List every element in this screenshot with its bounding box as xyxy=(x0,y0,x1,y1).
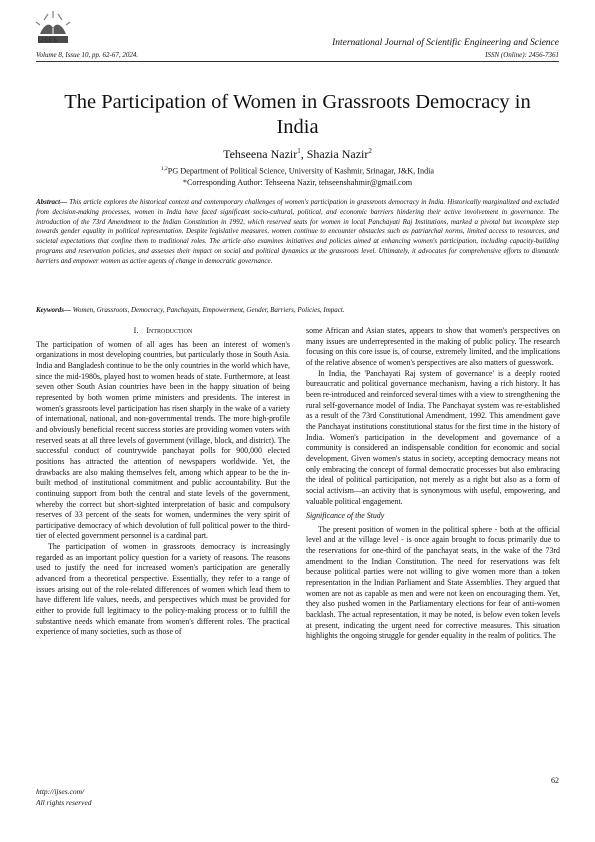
affiliation-sup: 1,2 xyxy=(160,166,168,172)
paragraph: The participation of women of all ages has been an interest of women's organizations in most developing countries, but particularly those in South Asia. India and Bangladesh continue to be the only countries in the world which have, since the mid-1980s, played host to women heads of state. Furthermore, at least seven other South Asian countries have been in the happy situation of being represented by both women prime ministers and presidents. The interest in women's grassroots level participation has risen sharply in the wake of a variety of international, national, and non-governmental trends. The more high-profile and obviously beneficial recent success stories are providing women voters with reserved seats at all three levels of government (village, block, and district). The successful conduct of countrywide panchayat polls for 900,000 elected positions has attracted the attention of newspapers worldwide. Yet, the drawbacks are also making themselves felt, among which appear to be the in-built method of institutional commitment and public accountability. But the continuing support from both the central and state levels of the government, whereby the correct but short-sighted interpretation of basic and compulsory reserves of 33 percent of the seats for women, undermines the very spirit of participative democracy of which devolution of full political power to the third-tier of elected government personnel is a cardinal part. xyxy=(36,339,290,541)
section-heading-introduction xyxy=(36,326,290,337)
footer-url[interactable]: http://ijses.com/ xyxy=(36,787,85,796)
abstract-label: Abstract— xyxy=(36,198,68,206)
corresponding-author: *Corresponding Author: Tehseena Nazir, tehseenshahmir@gmail.com xyxy=(182,177,413,187)
page-number: 62 xyxy=(551,776,559,785)
subsection-heading: Significance of the Study xyxy=(306,511,385,521)
author-1-sup: 1 xyxy=(297,147,301,155)
affiliation-block xyxy=(0,164,595,188)
right-column xyxy=(306,326,560,642)
paragraph: The present position of women in the political sphere - both at the official level and at the village level - is once again brought to focus primarily due to the reservations for one-third of the panchayat seats, in the wake of the 73rd amendment to the Indian Constitution. The need for reservations was felt because political parties were not willing to give women more than a token representation in the Indian Parliament and State Assemblies. They argued that women are not as capable as men and were not keen on encouraging them. Yet, they also pushed women in the Parliamentary elections for fear of anti-women backlash. The actual representation, it may be noted, is below even token levels at present, indicating the urgent need for corrective measures. This situation highlights the ongoing struggle for gender equality in the realm of politics. The xyxy=(306,524,560,641)
author-2-sup: 2 xyxy=(368,147,372,155)
footer-rights: All rights reserved xyxy=(36,798,92,807)
keywords-text: Women, Grassroots, Democracy, Panchayats, Empowerment, Gender, Barriers, Policies, Impact. xyxy=(71,306,345,314)
keywords-label: Keywords— xyxy=(36,306,71,314)
paragraph: some African and Asian states, appears to show that women's perspectives on many issues are underrepresented in the making of public policy. The research focusing on this core issue is, of course, extremely limited, and the implications of the relative absence of women's perspectives are also matters of guesswork. xyxy=(306,326,560,367)
author-line xyxy=(0,147,595,162)
left-column xyxy=(36,326,290,638)
journal-logo-text: IJSES xyxy=(38,38,58,44)
affiliation-text: PG Department of Political Science, University of Kashmir, Srinagar, J&K, India xyxy=(167,166,435,176)
section-title: Introduction xyxy=(146,326,193,335)
keywords xyxy=(36,306,559,314)
author-2: Shazia Nazir xyxy=(306,147,369,161)
paragraph: The participation of women in grassroots democracy is increasingly regarded as an important policy question for a variety of reasons. The reasons used to justify the need for increased women's participation are generally advanced from a theoretical perspective. Essentially, they refer to a range of issues arising out of the role-related differences of women which lead them to have different life values, needs, and perspectives which must be provided for either to provide full legitimacy to the policy-making process or to fulfill the substantive needs which emanate from women's different roles. The practical experience of many societies, such as those of xyxy=(36,542,290,637)
abstract-text: This article explores the historical context and contemporary challenges of women's participation in grassroots democracy in India. Historically marginalized and excluded from decision-making processes, women in India have faced significant socio-cultural, political, and economic barriers hindering their active involvement in governance. The introduction of the 73rd Amendment to the Indian Constitution in 1992, which reserved seats for women in local Panchayati Raj Institutions, marked a pivotal but incomplete step towards gender equality in political representation. Despite legislative measures, women continue to encounter obstacles such as patriarchal norms, limited access to resources, and societal expectations that confine them to traditional roles. The article also examines initiatives and policies aimed at enhancing women's participation, including capacity-building programs and reservation policies, and assesses their impact on social and political dynamics at the grassroots level. Ultimately, it advocates for comprehensive efforts to dismantle barriers and empower women as active agents of change in democratic governance. xyxy=(36,198,559,265)
author-separator: , xyxy=(300,147,307,161)
paper-title: The Participation of Women in Grassroots Democracy in India xyxy=(64,91,531,138)
volume-issue-line: Volume 8, Issue 10, pp. 62-67, 2024. xyxy=(36,51,139,59)
author-1: Tehseena Nazir xyxy=(223,147,298,161)
paragraph: In India, the 'Panchayati Raj system of governance' is a deeply rooted bureaucratic and political governance mechanism, having a rich history. It has been re-introduced and reinforced several times with a view to strengthening the rural self-governance model of India. The Panchayat system was re-established as a result of the 73rd Constitutional Amendment, 1992. This amendment gave the Panchayat institutions constitutional status for the first time in the history of India. Women's participation in the development and governance of a community is considered an indispensable condition for economic and social development. Given women's status in society, accepting democracy means not only embracing the concept of formal democratic processes but also embracing the ideal of political participation, not merely as a right but also as a form of social activism—an activity that is synonymous with useful, empowering, and valuable political engagement. xyxy=(306,368,560,506)
section-number: I. xyxy=(133,326,139,335)
abstract xyxy=(36,198,559,267)
page-footer xyxy=(36,786,92,808)
issn-line: ISSN (Online): 2456-7361 xyxy=(485,51,559,59)
header-rule xyxy=(36,61,559,62)
journal-name: International Journal of Scientific Engineering and Science xyxy=(332,38,559,48)
